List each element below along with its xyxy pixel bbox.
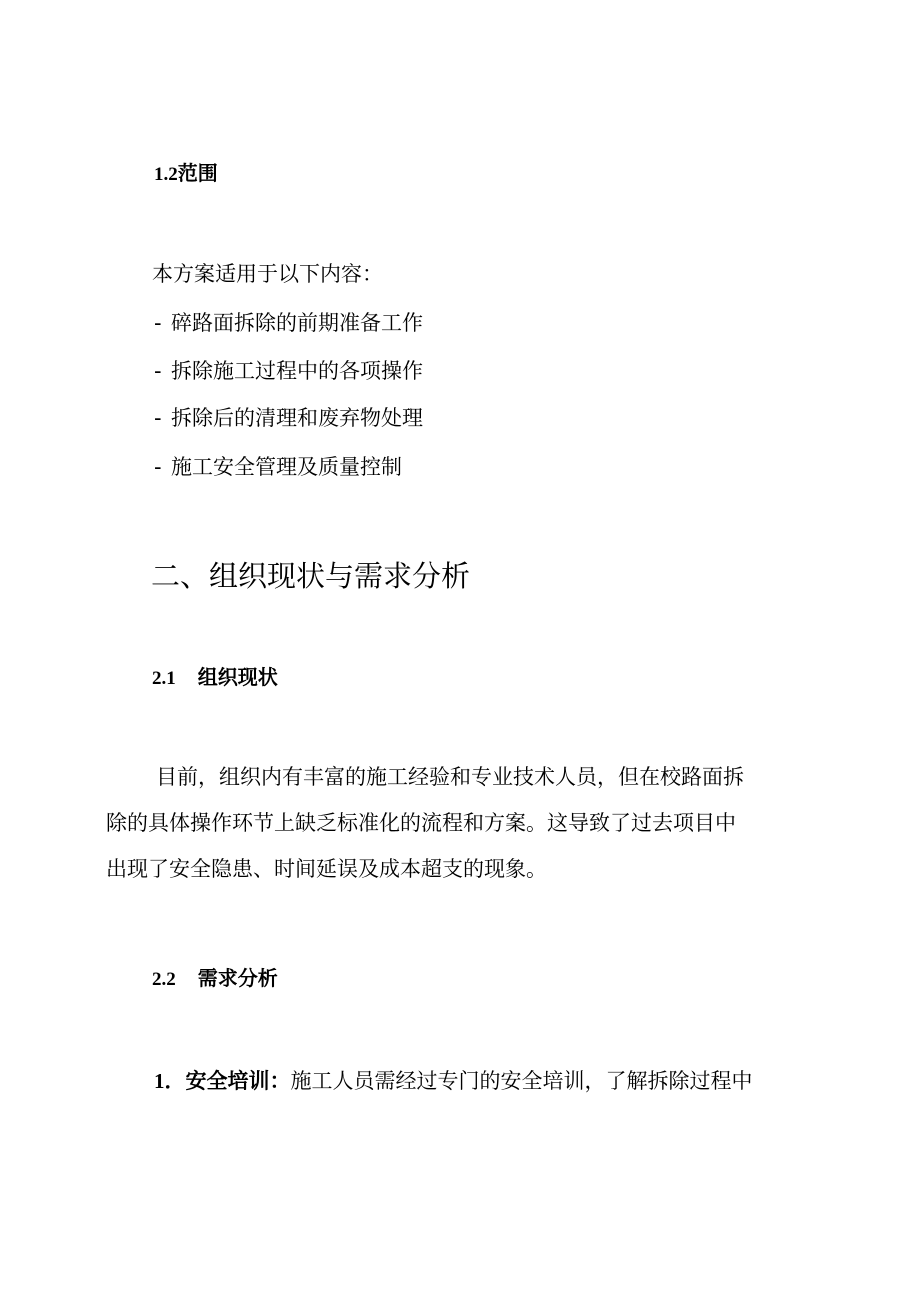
scope-intro: 本方案适用于以下内容： <box>152 262 383 286</box>
paragraph-line: 除的具体操作环节上缺乏标准化的流程和方案。这导致了过去项目中 <box>106 811 736 835</box>
section-2-1-title: 组织现状 <box>197 665 278 689</box>
list-item-text: 拆除后的清理和废弃物处理 <box>171 406 423 430</box>
list-dash: - <box>154 406 162 430</box>
need-item-number: 1 <box>154 1069 165 1093</box>
list-item-text: 拆除施工过程中的各项操作 <box>171 359 423 383</box>
list-dash: - <box>154 311 162 335</box>
need-item-text: 施工人员需经过专门的安全培训，了解拆除过程中 <box>290 1069 753 1093</box>
scope-list-item <box>154 455 402 479</box>
section-2-2-number: 2.2 <box>152 969 176 990</box>
section-2-2-heading <box>152 966 278 992</box>
section-2-2-title: 需求分析 <box>197 966 278 990</box>
list-dash: - <box>154 455 162 479</box>
chapter-2-heading: 二、组织现状与需求分析 <box>151 559 471 593</box>
scope-list-item <box>154 359 423 383</box>
scope-list-item <box>154 406 423 430</box>
need-item-label: 安全培训： <box>185 1069 291 1093</box>
list-item-text: 施工安全管理及质量控制 <box>171 455 402 479</box>
paragraph-line: 出现了安全隐患、时间延误及成本超支的现象。 <box>106 857 547 881</box>
list-item-text: 碎路面拆除的前期准备工作 <box>171 311 423 335</box>
section-1-2-heading <box>154 161 218 187</box>
scope-list-item <box>154 311 423 335</box>
section-2-1-heading <box>152 665 278 691</box>
section-2-1-number: 2.1 <box>152 668 176 689</box>
section-1-2-title: 范围 <box>177 161 218 185</box>
need-item-separator: ． <box>164 1069 186 1093</box>
paragraph-line: 目前，组织内有丰富的施工经验和专业技术人员，但在校路面拆 <box>156 765 744 789</box>
section-1-2-number: 1.2 <box>154 164 178 185</box>
need-item-1 <box>154 1069 753 1093</box>
list-dash: - <box>154 359 162 383</box>
section-2-1-paragraph <box>106 754 826 892</box>
